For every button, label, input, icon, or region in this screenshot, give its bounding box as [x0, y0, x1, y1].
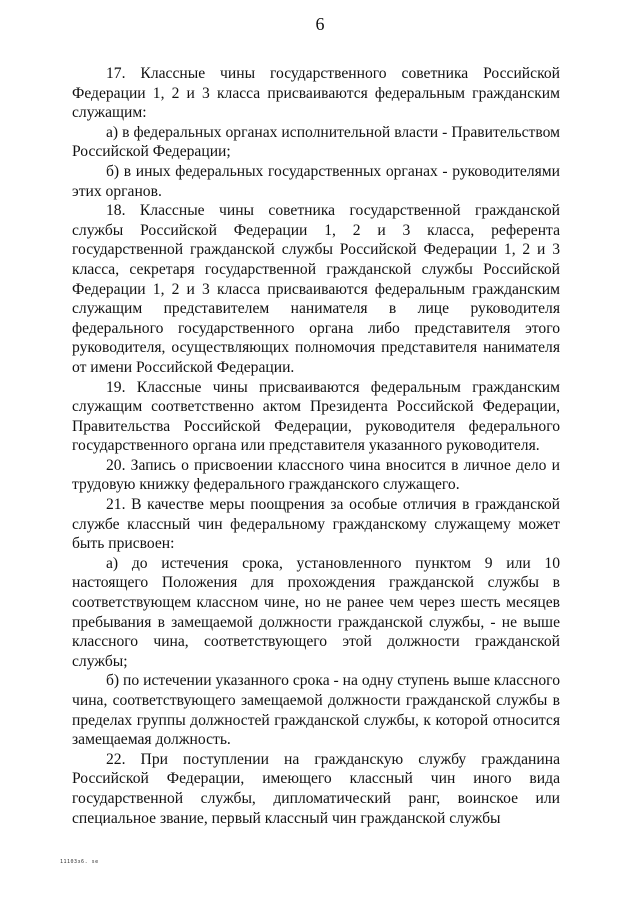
paragraph-17a: а) в федеральных органах исполнительной власти - Правительством Российской Федерации;: [72, 123, 560, 161]
paragraph-19: 19. Классные чины присваиваются федеральным гражданским служащим соответственно актом Президента Российской Федерации, Правительства Российской Федерации, руководителя федерального государственного органа или представителя указанного руководителя.: [72, 378, 560, 455]
paragraph-21b: б) по истечении указанного срока - на одну ступень выше классного чина, соответствующего замещаемой должности гражданской службы в пределах группы должностей гражданской службы, к которой относится замещаемая должность.: [72, 672, 560, 749]
footer-code: 11103з6. se: [60, 859, 99, 865]
document-body: [72, 64, 560, 828]
paragraph-21a: а) до истечения срока, установленного пунктом 9 или 10 настоящего Положения для прохождения гражданской службы в соответствующем классном чине, но не ранее чем через шесть месяцев пребывания в замещаемой должности гражданской службы, - не выше классного чина, соответствующего этой должности гражданской службы;: [72, 554, 560, 670]
paragraph-21: 21. В качестве меры поощрения за особые отличия в гражданской службе классный чин федеральному гражданскому служащему может быть присвоен:: [72, 496, 560, 553]
paragraph-18: 18. Классные чины советника государственной гражданской службы Российской Федерации 1, 2 и 3 класса, референта государственной гражданской службы Российской Федерации 1, 2 и 3 класса, секретаря государственной гражданской службы Российской Федерации 1, 2 и 3 класса присваиваются федеральным гражданским служащим представителем нанимателя в лице руководителя федерального государственного органа либо представителя этого руководителя, осуществляющих полномочия представителя нанимателя от имени Российской Федерации.: [72, 202, 560, 376]
page-number: 6: [315, 14, 325, 34]
paragraph-20: 20. Запись о присвоении классного чина вносится в личное дело и трудовую книжку федерального гражданского служащего.: [72, 456, 560, 494]
paragraph-17b: б) в иных федеральных государственных органах - руководителями этих органов.: [72, 162, 560, 200]
paragraph-17: 17. Классные чины государственного советника Российской Федерации 1, 2 и 3 класса присваиваются федеральным гражданским служащим:: [72, 65, 560, 122]
paragraph-22: 22. При поступлении на гражданскую службу гражданина Российской Федерации, имеющего классный чин иного вида государственной службы, дипломатический ранг, воинское или специальное звание, первый классный чин гражданской службы: [72, 750, 560, 827]
